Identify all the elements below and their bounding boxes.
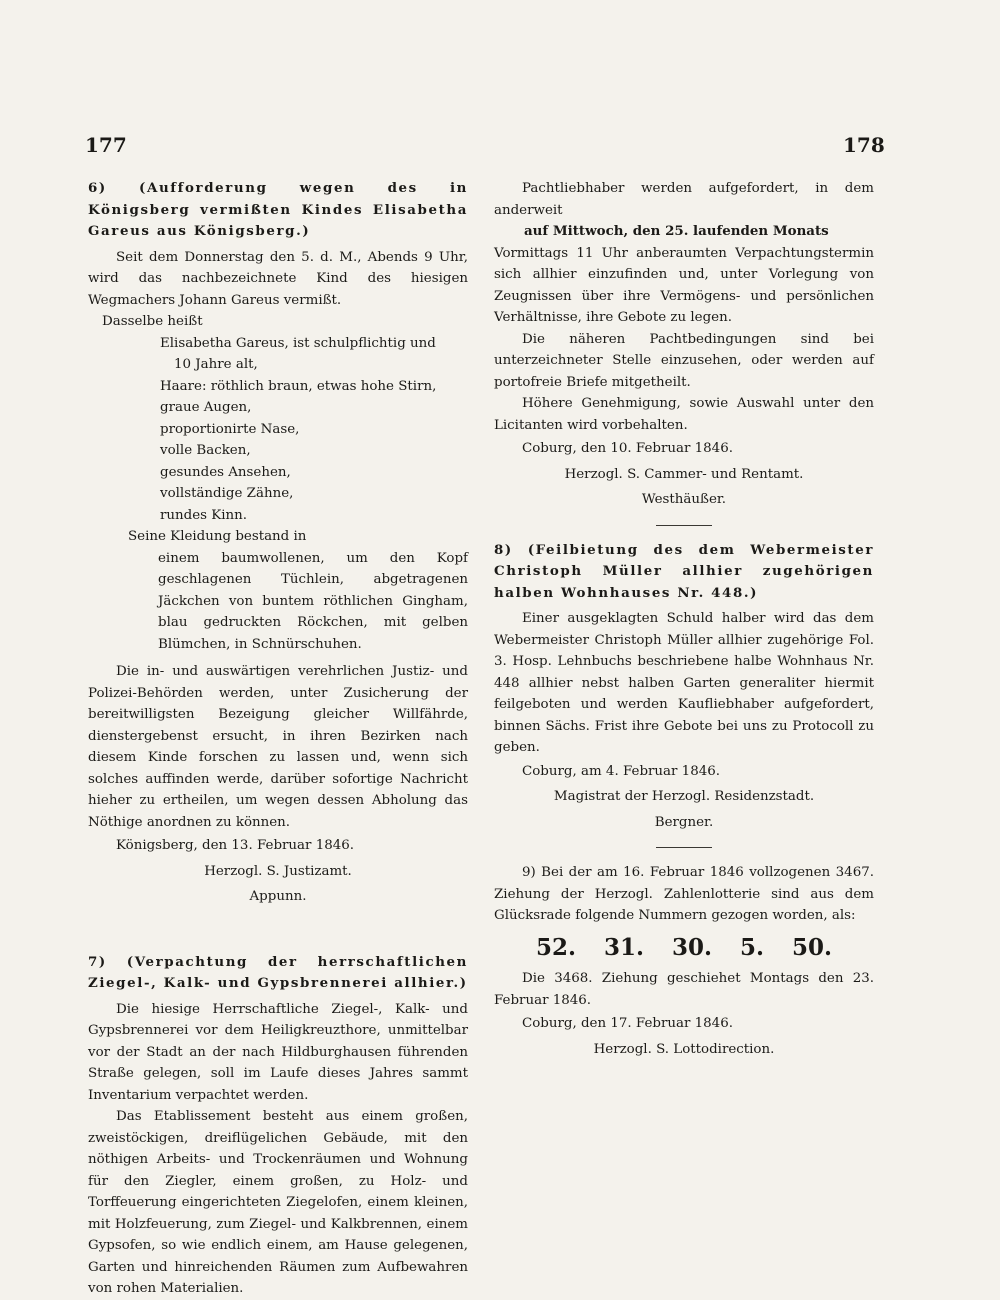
lottery-number: 31. [603, 933, 644, 961]
notice-7-p2: Das Etablissement besteht aus einem großen, zweistöckigen, dreiflügelichen Gebäude, mit den nöthigen Arbeits- und Trockenräumen und Wohnung für den Ziegler, einem großen, zu Holz- und Torffeuerung eingerichteten Ziegelofen, einem kleinen, mit Holzfeuerung, zum Ziegel- und Kalkbrennen, einem Gypsofen, so wie endlich einem, am Hause gelegenen, Garten und hinreichenden Räumen zum Aufbewahren von rohen Materialien. [88, 1109, 468, 1296]
notice-7-office: Herzogl. S. Cammer- und Rentamt. [564, 466, 804, 482]
lottery-number: 30. [671, 933, 712, 961]
trait-item: gesundes Ansehen, [160, 464, 291, 480]
section-divider [656, 525, 712, 526]
notice-7-p5: Die näheren Pachtbedingungen sind bei unterzeichneter Stelle einzusehen, oder werden auf portofreie Briefe mitgetheilt. [494, 331, 874, 390]
notice-6-date: Königsberg, den 13. Februar 1846. [116, 838, 355, 853]
notice-6-signer: Appunn. [249, 889, 307, 904]
trait-item: graue Augen, [160, 400, 252, 415]
notice-7-p6: Höhere Genehmigung, sowie Auswahl unter den Licitanten wird vorbehalten. [494, 396, 874, 433]
notice-7-p1: Die hiesige Herrschaftliche Ziegel-, Kalk- und Gypsbrennerei vor dem Heiligkreuzthore, unmittelbar vor der Stadt an der nach Hildburghausen führenden Straße gelegen, soll im Laufe dieses Jahres sammt Inventarium verpachtet werden. [88, 1001, 468, 1103]
section-divider [656, 847, 712, 848]
trait-item: 10 Jahre alt, [174, 357, 258, 372]
notice-6-dasselbe: Dasselbe heißt [102, 314, 203, 329]
lottery-numbers [494, 933, 874, 961]
notice-8-signer: Bergner. [654, 814, 714, 830]
trait-item: proportionirte Nase, [160, 421, 300, 437]
notice-6-kleidung: einem baumwollenen, um den Kopf geschlagenen Tüchlein, abgetragenen Jäckchen von buntem röthlichen Gingham, blau gedruckten Röckchen, mit gelben Blümchen, in Schnürschuhen. [158, 550, 468, 652]
notice-9-date: Coburg, den 17. Februar 1846. [522, 1016, 733, 1031]
notice-7-heading: 7) (Verpachtung der herrschaftlichen Ziegel-, Kalk- und Gypsbrennerei allhier.) [88, 953, 468, 991]
notice-7-p4: Vormittags 11 Uhr anberaumten Verpachtungstermin sich allhier einzufinden und, unter Vorlegung von Zeugnissen über ihre Vermögens- und persönlichen Verhältnisse, ihre Gebote zu legen. [494, 245, 874, 325]
notice-6-office: Herzogl. S. Justizamt. [204, 863, 352, 879]
right-column [494, 178, 874, 1060]
notice-7-termin: auf Mittwoch, den 25. laufenden Monats [524, 223, 829, 239]
notice-8-date: Coburg, am 4. Februar 1846. [522, 763, 721, 779]
lottery-number: 52. [535, 933, 576, 961]
notice-8-p1: Einer ausgeklagten Schuld halber wird das dem Webermeister Christoph Müller allhier zugehörige Fol. 3. Hosp. Lehnbuchs beschriebene halbe Wohnhaus Nr. 448 allhier nebst halben Garten generaliter hiermit feilgeboten und werden Kaufliebhaber aufgefordert, binnen Sächs. Frist ihre Gebote bei uns zu Protocoll zu geben. [494, 611, 874, 755]
notice-9-intro: 9) Bei der am 16. Februar 1846 vollzogenen 3467. Ziehung der Herzogl. Zahlenlotterie sind aus dem Glücksrade folgende Nummern gezogen worden, als: [494, 865, 874, 923]
trait-item: Elisabetha Gareus, ist schulpflichtig und [160, 335, 436, 351]
notice-6-request: Die in- und auswärtigen verehrlichen Justiz- und Polizei-Behörden werden, unter Zusicherung der bereitwilligsten Bezeigung gleicher Willfährde, dienstergebenst ersucht, in ihren Bezirken nach diesem Kinde forschen zu lassen und, wenn sich solches auffinden werde, darüber sofortige Nachricht hieher zu ertheilen, um wegen dessen Abholung das Nöthige anordnen zu können. [88, 664, 468, 830]
notice-7-p3: Pachtliebhaber werden aufgefordert, in dem anderweit [494, 181, 874, 218]
notice-8-heading: 8) (Feilbietung des dem Webermeister Christoph Müller allhier zugehörigen halben Wohnhauses Nr. 448.) [494, 541, 874, 601]
left-column [88, 178, 468, 1300]
page-number-left: 177 [85, 133, 127, 157]
page-number-right: 178 [843, 133, 885, 157]
trait-item: Haare: röthlich braun, etwas hohe Stirn, [160, 378, 437, 394]
notice-6-traits [88, 333, 468, 527]
notice-6-intro: Seit dem Donnerstag den 5. d. M., Abends 9 Uhr, wird das nachbezeichnete Kind des hiesigen Wegmachers Johann Gareus vermißt. [88, 249, 468, 308]
trait-item: vollständige Zähne, [160, 486, 294, 501]
notice-6-kleidung-label: Seine Kleidung bestand in [128, 529, 307, 544]
notice-9-office: Herzogl. S. Lottodirection. [593, 1041, 775, 1057]
lottery-number: 5. [740, 933, 765, 961]
notice-6-heading: 6) (Aufforderung wegen des in Königsberg vermißten Kindes Elisabetha Gareus aus Königsberg.) [88, 180, 468, 239]
notice-9-next: Die 3468. Ziehung geschiehet Montags den 23. Februar 1846. [494, 971, 874, 1008]
notice-7-date: Coburg, den 10. Februar 1846. [522, 441, 733, 456]
notice-7-signer: Westhäußer. [641, 492, 727, 507]
trait-item: volle Backen, [160, 443, 251, 458]
trait-item: rundes Kinn. [160, 507, 248, 523]
notice-8-office: Magistrat der Herzogl. Residenzstadt. [553, 789, 815, 804]
lottery-number: 50. [792, 933, 833, 961]
